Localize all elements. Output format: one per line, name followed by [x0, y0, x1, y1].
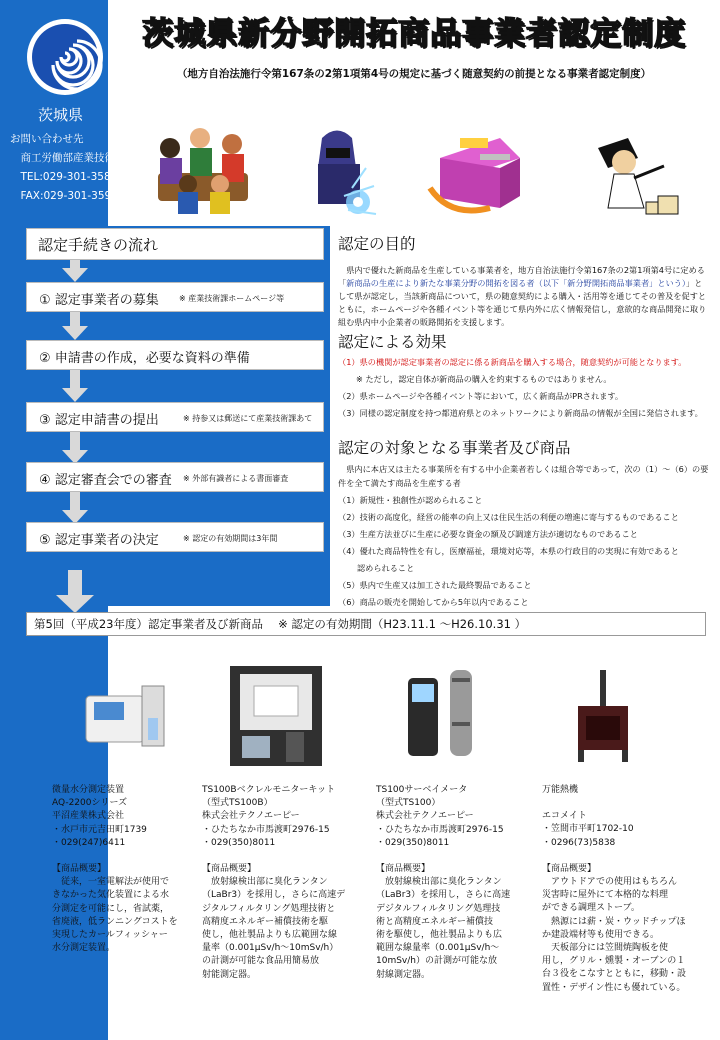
prefecture-name: 茨城県 [38, 106, 84, 124]
effects-heading: 認定による効果 [338, 333, 447, 351]
product-address: ・ひたちなか市馬渡町2976-15 [202, 824, 330, 835]
flow-step-1 [26, 282, 324, 312]
flow-step-label: ① 認定事業者の募集 [39, 293, 159, 308]
product-summary-line: 術を駆使し，他社製品よりも広 [376, 930, 503, 941]
product-summary-line: 高精度エネルギー補償技術を駆 [202, 916, 329, 927]
eligibility-item: 認められること [338, 563, 415, 573]
product-summary-title: 【商品概要】 [202, 864, 257, 875]
product-name: TS100Bベクレルモニターキット [202, 785, 336, 795]
product-summary-title: 【商品概要】 [52, 864, 107, 875]
product-phone: ・0296(73)5838 [542, 837, 616, 848]
flow-step-label: ③ 認定申請書の提出 [39, 413, 159, 428]
flow-arrow-shaft [70, 370, 80, 390]
product-name: 微量水分測定装置 [52, 785, 125, 795]
purpose-text-b: 新商品の生産により新たな事業分野の開拓を図る者（以下「新分野開拓商品事業者」という） [346, 278, 686, 288]
eligibility-list [338, 462, 710, 609]
flow-step-3 [26, 402, 324, 432]
product-summary-line: ジタルフィルタリング処理技術と [202, 903, 336, 914]
welder-illustration [292, 118, 384, 218]
product-company: エコメイト [542, 811, 587, 822]
flow-step-note: ※ 持参又は郵送にて産業技術課あて [183, 414, 313, 423]
product-summary-line: 従来，一室電解法が使用で [52, 877, 170, 888]
product-summary-line: 置性・デザイン性にも優れている。 [542, 982, 686, 993]
product-summary-line: 量率（0.001μSv/h～10mSv/h） [202, 943, 339, 954]
flow-step-label: ⑤ 認定事業者の決定 [39, 533, 159, 548]
product-summary-line: か建設端材等も使用できる。 [542, 929, 660, 940]
flow-step-2 [26, 340, 324, 370]
contact-info [10, 130, 126, 206]
product-company: 株式会社テクノエーピー [202, 811, 300, 822]
eligibility-item: （1）新規性・独創性が認められること [338, 495, 483, 505]
product-name: 万能熱機 [542, 785, 579, 795]
product-summary-line: 省廃液，低ランニングコストを [52, 916, 178, 927]
toolbox-illustration [420, 118, 530, 218]
eligibility-item: （5）県内で生産又は加工された最終製品であること [338, 580, 532, 590]
product-2 [202, 784, 345, 982]
product-4 [542, 784, 686, 995]
product-summary-title: 【商品概要】 [542, 863, 597, 874]
flow-step-5 [26, 522, 324, 552]
product-summary-line: アウトドアでの使用はもちろん [542, 877, 678, 888]
effects-item: （3）同様の認定制度を持つ都道府県とのネットワークにより新商品の情報が全国に発信されます。 [338, 408, 703, 418]
contact-tel: TEL:029-301-3584 [10, 171, 118, 183]
product-summary-line: 射能測定器。 [202, 969, 257, 980]
product-summary-line: 台３役をこなすとともに，移動・設 [542, 969, 687, 980]
purpose-text [338, 264, 710, 329]
contact-dept: 商工労働部産業技術課 [10, 152, 126, 164]
product-phone: ・029(350)8011 [376, 837, 450, 848]
product-summary-line: ができる調理ストーブ。 [542, 903, 640, 914]
flow-step-label: ④ 認定審査会での審査 [39, 473, 172, 488]
product-model [542, 797, 686, 810]
effects-note: ※ ただし，認定自体が新商品の購入を約束するものではありません。 [356, 374, 612, 384]
purpose-text-c: 」として県が認定し，当該新商品について，県の随意契約による購入・活用等を通じてその普及を促すとともに，ホームページや各種イベント等を通じて県内外に広く情報発信し，意欲的な商品開発に取り組む県内中小企業者の販路開拓を支援します。 [338, 278, 707, 327]
product-summary-line: 術と高精度エネルギー補償技 [376, 916, 494, 927]
flow-step-note: ※ 認定の有効期間は3年間 [183, 534, 278, 543]
product-summary-line: 熱源には薪・炭・ウッドチップほ [542, 916, 686, 927]
product-summary-line: 水分測定装置。 [52, 943, 116, 954]
eligibility-heading: 認定の対象となる事業者及び商品 [338, 439, 571, 457]
product-summary-line: 範囲な線量率（0.001μSv/h～ [376, 943, 500, 954]
eligibility-item: （3）生産方法並びに生産に必要な資金の額及び調達方法が適切なものであること [338, 529, 638, 539]
product-company: 株式会社テクノエーピー [376, 811, 474, 822]
effects-item: （2）県ホームページや各種イベント等において，広く新商品がPRされます。 [338, 391, 624, 401]
purpose-heading: 認定の目的 [338, 235, 416, 253]
product-1 [52, 784, 178, 955]
product-summary-line: 天板部分には笠間焼陶板を使 [542, 943, 669, 954]
product-summary-line: の計測が可能な食品用簡易放 [202, 956, 320, 967]
flow-arrow-head [56, 595, 94, 613]
chef-illustration [584, 118, 684, 218]
flow-step-note: ※ 外部有識者による書面審査 [183, 474, 289, 483]
period-text: 第5回（平成23年度）認定事業者及び新商品 ※ 認定の有効期間（H23.11.1 ～H26.10.31 ） [34, 617, 527, 631]
stove-image [568, 666, 638, 766]
flow-arrow-head [62, 268, 88, 282]
effects-item: （1）県の機関が認定事業者の認定に係る新商品を購入する場合，随意契約が可能となります。 [338, 357, 687, 367]
page-subtitle: （地方自治法施行令第167条の2第1項第4号の規定に基づく随意契約の前提となる事業者認定制度） [176, 68, 652, 80]
product-phone: ・029(350)8011 [202, 837, 276, 848]
prefecture-logo [26, 18, 104, 96]
eligibility-intro: 県内に本店又は主たる事業所を有する中小企業者若しくは組合等であって，次の（1）～（6）の要件を全て満たす商品を生産する者 [338, 464, 709, 488]
product-summary-line: 放射線検出部に臭化ランタン [202, 877, 328, 888]
meeting-illustration [148, 118, 258, 218]
product-3 [376, 784, 510, 982]
effects-list [338, 356, 710, 420]
eligibility-item: （2）技術の高度化，経営の能率の向上又は住民生活の利便の増進に寄与するものであること [338, 512, 679, 522]
product-model: （型式TS100） [376, 798, 441, 809]
product-address: ・水戸市元吉田町1739 [52, 824, 147, 835]
product-summary-line: きなかった気化装置による水 [52, 890, 170, 901]
contact-fax: FAX:029-301-3599 [10, 190, 118, 202]
flow-arrow-shaft [70, 492, 80, 512]
product-summary-line: 実現したカールフィッシャー [52, 930, 168, 941]
moisture-analyzer-image [82, 666, 176, 766]
flow-arrow-head [62, 388, 88, 402]
product-summary-line: （LaBr3）を採用し，さらに高速 [376, 890, 511, 901]
eligibility-item: （4）優れた商品特性を有し，医療福祉，環境対応等，本県の行政目的の実現に有効であると [338, 546, 679, 556]
flow-step-label: ② 申請書の作成，必要な資料の準備 [39, 351, 250, 366]
product-model: （型式TS100B） [202, 798, 273, 809]
flow-step-4 [26, 462, 324, 492]
product-summary-line: （LaBr3）を採用し，さらに高速デ [202, 890, 346, 901]
product-company: 平沼産業株式会社 [52, 811, 125, 822]
flow-arrow-shaft [68, 570, 82, 596]
survey-meter-image [400, 666, 490, 766]
product-summary-line: 災害時に屋外にて本格的な料理 [542, 890, 669, 901]
product-summary-line: デジタルフィルタリング処理技 [376, 903, 501, 914]
product-summary-line: 射線測定器。 [376, 969, 431, 980]
page-title-wrap [108, 8, 720, 53]
eligibility-item: （6）商品の販売を開始してから5年以内であること [338, 597, 529, 607]
becquerel-monitor-image [230, 666, 322, 766]
flow-arrow-shaft [70, 432, 80, 452]
product-name: TS100サーベイメータ [376, 785, 468, 795]
product-summary-line: 分測定を可能にし，省試薬， [52, 903, 170, 914]
product-summary-line: 10mSv/h）の計測が可能な放 [376, 956, 497, 967]
contact-line: お問い合わせ先 [10, 133, 84, 145]
product-phone: ・029(247)6411 [52, 837, 126, 848]
product-summary-title: 【商品概要】 [376, 864, 431, 875]
flow-step-note: ※ 産業技術課ホームページ等 [179, 294, 285, 303]
product-address: ・ひたちなか市馬渡町2976-15 [376, 824, 504, 835]
purpose-text-a: 県内で優れた新商品を生産している事業者を，地方自治法施行令第167条の2第1項第4号に定める「 [338, 265, 705, 288]
flow-title: 認定手続きの流れ [38, 236, 159, 254]
product-address: ・笠間市平町1702-10 [542, 824, 634, 835]
product-summary-line: 用し，グリル・燻製・オーブンの１ [542, 956, 686, 967]
page-title: 茨城県新分野開拓商品事業者認定制度 [142, 16, 686, 52]
product-model: AQ-2200シリーズ [52, 798, 128, 809]
product-summary-line: 放射線検出部に臭化ランタン [376, 877, 502, 888]
product-summary-line: 使し，他社製品よりも広範囲な線 [202, 930, 338, 941]
flow-arrow-head [62, 326, 88, 340]
